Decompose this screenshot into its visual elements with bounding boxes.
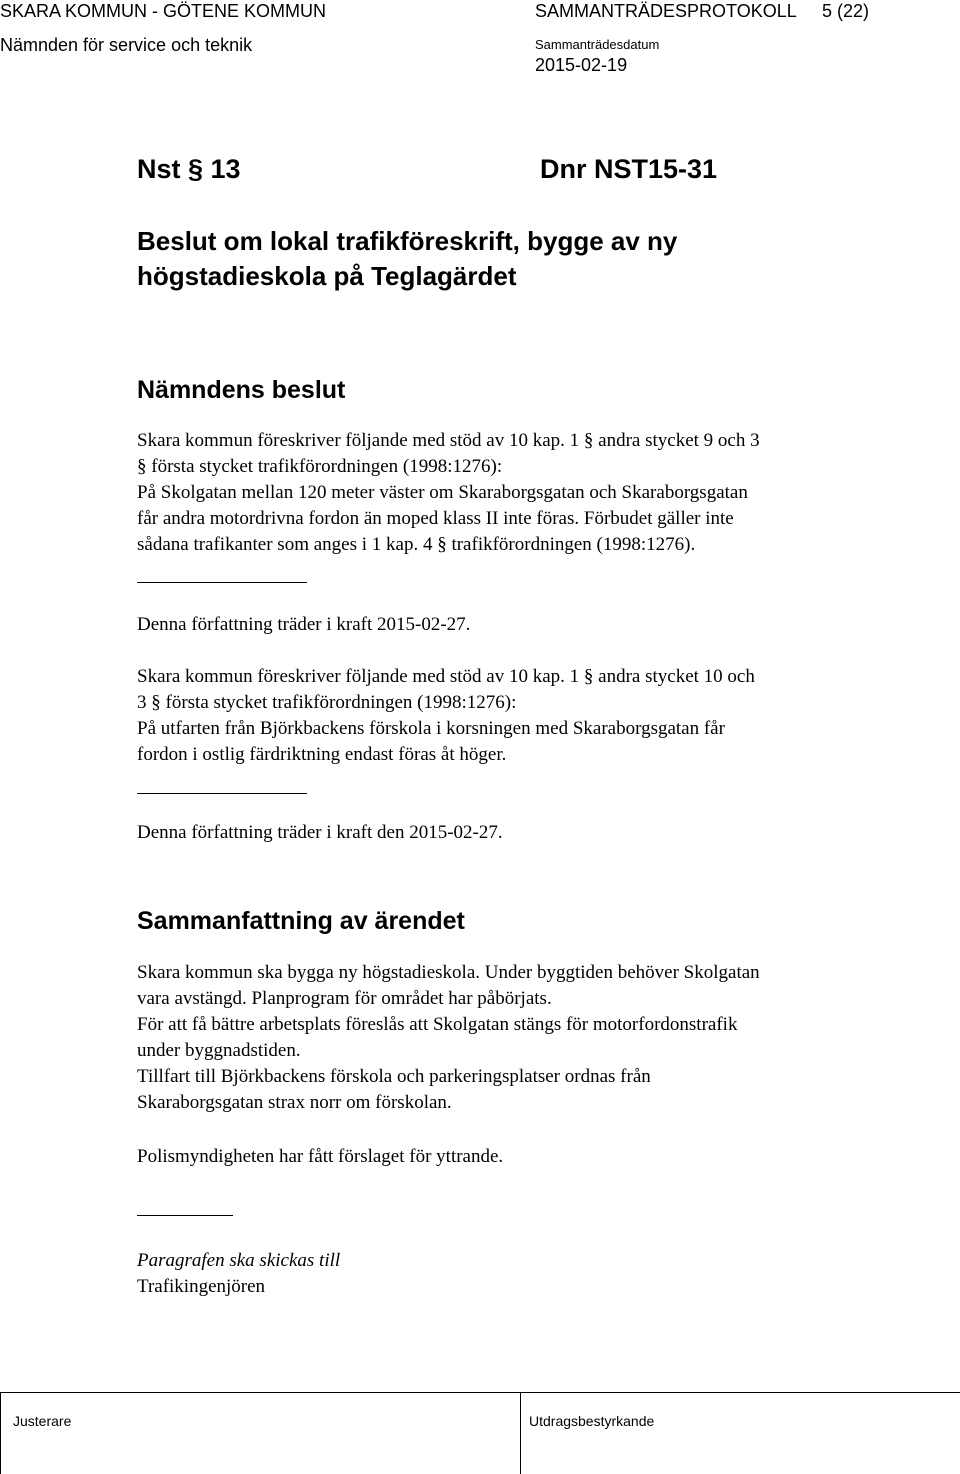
text-line: fordon i ostlig färdriktning endast föras åt höger.	[137, 744, 507, 765]
separator-line	[137, 793, 307, 794]
header-page-number: 5 (22)	[822, 1, 870, 21]
text-line: På utfarten från Björkbackens förskola i korsningen med Skaraborgsgatan får	[137, 718, 725, 739]
utdragsbestyrkande-box	[520, 1392, 960, 1474]
text-line: På Skolgatan mellan 120 meter väster om Skaraborgsgatan och Skaraborgsgatan	[137, 482, 748, 503]
decision-block-1	[137, 428, 760, 558]
header-date: 2015-02-19	[535, 55, 628, 75]
header-doc-type: SAMMANTRÄDESPROTOKOLL	[535, 1, 797, 21]
justerare-box	[0, 1392, 521, 1474]
text-line: Tillfart till Björkbackens förskola och parkeringsplatser ordnas från	[137, 1066, 651, 1087]
text-line: Skara kommun föreskriver följande med stöd av 10 kap. 1 § andra stycket 10 och	[137, 666, 755, 687]
text-line: För att få bättre arbetsplats föreslås att Skolgatan stängs för motorfordonstrafik	[137, 1014, 738, 1035]
text-line: Skara kommun ska bygga ny högstadieskola. Under byggtiden behöver Skolgatan	[137, 962, 760, 983]
text-line: § första stycket trafikförordningen (1998:1276):	[137, 456, 503, 477]
distribution-recipient: Trafikingenjören	[137, 1276, 266, 1297]
text-line: Skara kommun föreskriver följande med stöd av 10 kap. 1 § andra stycket 9 och 3	[137, 430, 760, 451]
header-org: SKARA KOMMUN - GÖTENE KOMMUN	[0, 1, 327, 21]
case-title	[137, 224, 677, 294]
police-statement: Polismyndigheten har fått förslaget för yttrande.	[137, 1146, 504, 1167]
justerare-label: Justerare	[13, 1413, 72, 1429]
case-title-line: Beslut om lokal trafikföreskrift, bygge av ny	[137, 226, 678, 256]
separator-line	[137, 582, 307, 583]
text-line: Skaraborgsgatan strax norr om förskolan.	[137, 1092, 452, 1113]
text-line: får andra motordrivna fordon än moped klass II inte föras. Förbudet gäller inte	[137, 508, 734, 529]
case-paragraph: Nst § 13	[137, 154, 241, 184]
case-title-line: högstadieskola på Teglagärdet	[137, 261, 517, 291]
signature-footer	[0, 1392, 960, 1473]
text-line: under byggnadstiden.	[137, 1040, 301, 1061]
utdragsbestyrkande-label: Utdragsbestyrkande	[529, 1413, 655, 1429]
text-line: 3 § första stycket trafikförordningen (1998:1276):	[137, 692, 517, 713]
effective-date-1: Denna författning träder i kraft 2015-02-27.	[137, 614, 471, 635]
case-dnr: Dnr NST15-31	[540, 154, 718, 184]
header-date-label: Sammanträdesdatum	[535, 37, 660, 52]
separator-line	[137, 1215, 233, 1216]
text-line: vara avstängd. Planprogram för området har påbörjats.	[137, 988, 552, 1009]
distribution-label: Paragrafen ska skickas till	[137, 1250, 341, 1271]
decision-block-2	[137, 664, 755, 768]
effective-date-2: Denna författning träder i kraft den 2015-02-27.	[137, 822, 503, 843]
summary-heading: Sammanfattning av ärendet	[137, 907, 465, 935]
decision-heading: Nämndens beslut	[137, 376, 346, 404]
text-line: sådana trafikanter som anges i 1 kap. 4 § trafikförordningen (1998:1276).	[137, 534, 696, 555]
header-committee: Nämnden för service och teknik	[0, 35, 253, 55]
summary-text	[137, 960, 760, 1116]
